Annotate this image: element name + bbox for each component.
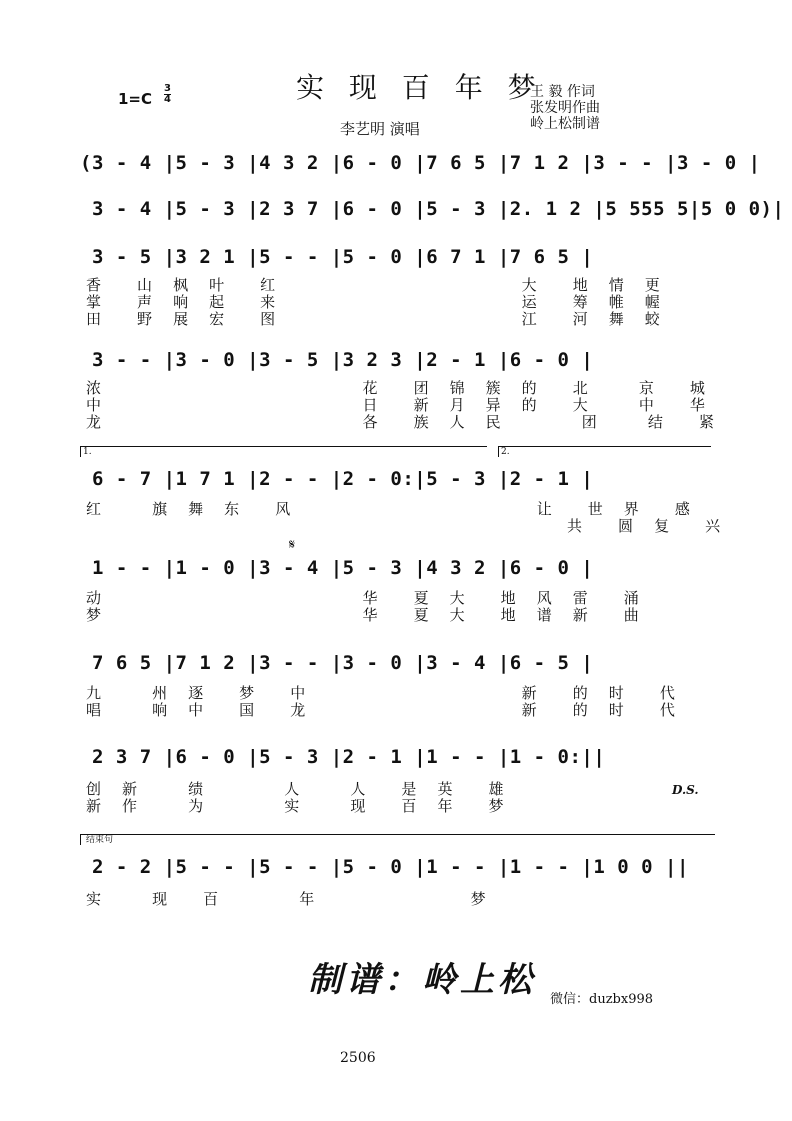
arranger-credit: 岭上松制谱: [530, 116, 600, 132]
notation-line: 3 - - |3 - 0 |3 - 5 |3 2 3 |2 - 1 |6 - 0 |: [80, 349, 594, 371]
ending-label: 结束句: [86, 835, 114, 845]
song-title: 实 现 百 年 梦: [296, 71, 544, 104]
lyric-verse-1: 创 新 绩 人 人 是 英 雄: [86, 780, 510, 798]
notation-line: 6 - 7 |1 7 1 |2 - - |2 - 0:|5 - 3 |2 - 1 |: [80, 468, 594, 490]
composer-credit: 张发明作曲: [530, 100, 600, 116]
time-signature: [164, 84, 171, 105]
time-denominator: 4: [164, 94, 171, 105]
notation-line: 7 6 5 |7 1 2 |3 - - |3 - 0 |3 - 4 |6 - 5 |: [80, 652, 594, 674]
page-number: 2506: [340, 1050, 376, 1066]
first-ending-bracket: 1.: [80, 446, 487, 457]
dal-segno-mark: D.S.: [672, 783, 699, 797]
key-signature: 1=C: [118, 90, 153, 108]
staff-line-9: [80, 835, 720, 916]
staff-line-4: [80, 349, 720, 431]
lyric-verse-1: 红 旗 舞 东 风 让 世 界 感: [86, 500, 696, 518]
staff-line-8: [80, 746, 720, 815]
lyric-verse-2: 中 日 新 月 异 的 大 中 华: [86, 396, 711, 414]
notation-line: 2 - 2 |5 - - |5 - - |5 - 0 |1 - - |1 - - |1 0 0 ||: [80, 856, 689, 878]
staff-line-3: [80, 246, 720, 328]
staff-line-7: [80, 652, 720, 719]
lyric-verse-3: 田 野 展 宏 图 江 河 舞 蛟: [86, 310, 666, 328]
lyric-verse-1: 动 华 夏 大 地 风 雷 涌: [86, 589, 645, 607]
lyric-verse-3: 龙 各 族 人 民 团 结 紧: [86, 413, 720, 431]
lyric-verse-2: 新 作 为 实 现 百 年 梦: [86, 797, 510, 815]
lyric-verse-1: 浓 花 团 锦 簇 的 北 京 城: [86, 379, 711, 397]
staff-line-5: [80, 447, 727, 535]
lyric-verse-2: 梦 华 夏 大 地 谱 新 曲: [86, 606, 645, 624]
lyric-verse-2: 唱 响 中 国 龙 新 的 时 代: [86, 701, 681, 719]
lyric-verse-1: 香 山 枫 叶 红 大 地 情 更: [86, 276, 666, 294]
time-numerator: 3: [164, 83, 171, 94]
lyric-verse-1: 九 州 逐 梦 中 新 的 时 代: [86, 684, 681, 702]
singer: 李艺明 演唱: [340, 120, 420, 138]
lyric-verse-1: 实 现 百 年 梦: [86, 890, 492, 908]
arranger-signature: 制谱：岭上松: [308, 960, 536, 1000]
second-ending-bracket: 2.: [498, 446, 711, 457]
notation-line: 2 3 7 |6 - 0 |5 - 3 |2 - 1 |1 - - |1 - 0:||: [80, 746, 606, 768]
segno-sign: 𝄋: [289, 537, 296, 553]
notation-line: 3 - 5 |3 2 1 |5 - - |5 - 0 |6 7 1 |7 6 5 |: [80, 246, 594, 268]
lyric-verse-2: 掌 声 响 起 来 运 筹 帷 幄: [86, 293, 666, 311]
notation-line: 3 - 4 |5 - 3 |2 3 7 |6 - 0 |5 - 3 |2. 1 2 |5 555 5|5 0 0)|: [80, 198, 785, 220]
notation-line: (3 - 4 |5 - 3 |4 3 2 |6 - 0 |7 6 5 |7 1 2 |3 - - |3 - 0 |: [80, 152, 761, 174]
wechat-contact: 微信：duzbx998: [550, 992, 654, 1007]
notation-line: 1 - - |1 - 0 |3 - 4 |5 - 3 |4 3 2 |6 - 0 |: [80, 557, 594, 579]
ending-bracket: [80, 834, 715, 845]
lyricist-credit: 王 毅 作词: [530, 84, 595, 100]
staff-line-6: [80, 557, 720, 624]
lyric-verse-2: 共 圆 复 兴: [86, 517, 727, 535]
